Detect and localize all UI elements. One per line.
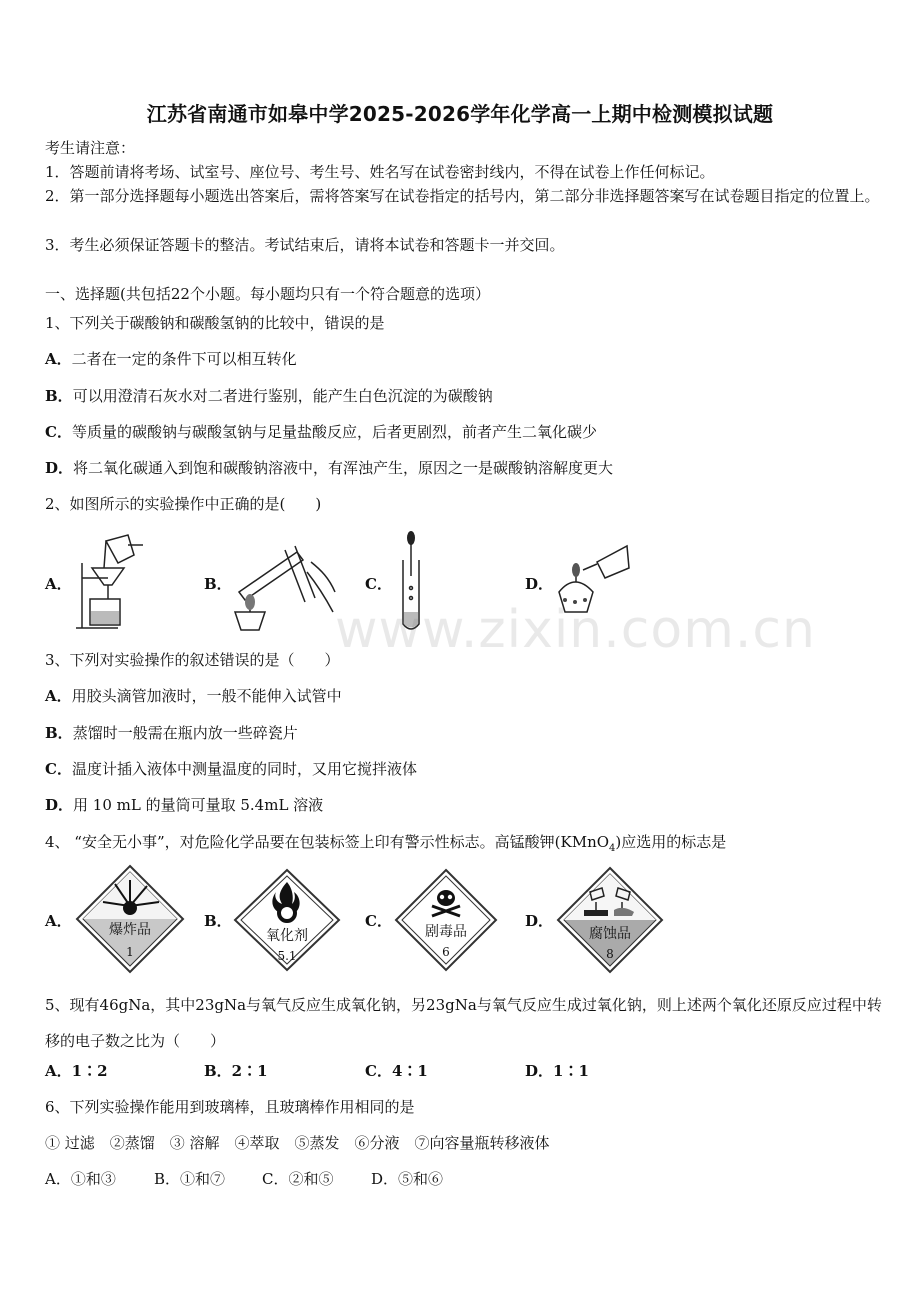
- q6-option-d: D．⑤和⑥: [371, 1170, 444, 1188]
- q3-option-c: [45, 759, 417, 779]
- q4-label-c: C．: [365, 912, 392, 930]
- q6-option-a: A．①和③: [45, 1170, 116, 1188]
- q1-stem: 1、下列关于碳酸钠和碳酸氢钠的比较中，错误的是: [45, 314, 385, 332]
- sign-label: 氧化剂: [266, 928, 308, 944]
- q4-stem: [45, 832, 726, 859]
- option-text: 可以用澄清石灰水对二者进行鉴别，能产生白色沉淀的为碳酸钠: [72, 387, 493, 405]
- q5-option-a: A．1∶2: [45, 1062, 108, 1080]
- q3-stem: 3、下列对实验操作的叙述错误的是（ ）: [45, 651, 340, 669]
- q4-label-d: D．: [525, 912, 554, 930]
- option-text: 温度计插入液体中测量温度的同时，又用它搅拌液体: [71, 760, 417, 778]
- sign-label: 腐蚀品: [589, 926, 631, 942]
- option-label: B．: [45, 387, 73, 405]
- option-label: D．: [45, 796, 74, 814]
- sign-number: 6: [442, 945, 450, 959]
- q1-option-c: [45, 422, 597, 442]
- notice-heading: 考生请注意：: [45, 139, 136, 157]
- q4-label-b: B．: [204, 912, 232, 930]
- q2-label-d: D．: [525, 575, 554, 593]
- hazard-sign-explosive: [75, 864, 185, 974]
- q4-stem-subscript: 4: [609, 843, 616, 854]
- q4-stem-text: 4、 “安全无小事”，对危险化学品要在包装标签上印有警示性标志。高锰酸钾(KMnO: [45, 833, 610, 851]
- option-label: C．: [45, 760, 72, 778]
- q2-label-a: A．: [45, 575, 72, 593]
- sign-number: 8: [606, 947, 614, 961]
- q5-option-c: C．4∶1: [365, 1062, 428, 1080]
- q6-option-b: B．①和⑦: [154, 1170, 226, 1188]
- q3-option-b: [45, 723, 298, 743]
- notice-item-1: 1．答题前请将考场、试室号、座位号、考生号、姓名写在试卷密封线内，不得在试卷上作任何标记。: [45, 163, 715, 181]
- q3-option-d: [45, 795, 323, 815]
- q4-label-a: A．: [45, 912, 72, 930]
- sign-label: 剧毒品: [425, 924, 467, 940]
- sign-number: 1: [126, 945, 134, 959]
- option-label: A．: [45, 687, 72, 705]
- notice-item-2: 2．第一部分选择题每小题选出答案后，需将答案写在试卷指定的括号内，第二部分非选择题答案写在试卷题目指定的位置上。: [45, 187, 880, 205]
- q3-option-a: [45, 686, 342, 706]
- q1-option-b: [45, 386, 493, 406]
- option-label: C．: [45, 423, 72, 441]
- option-text: 将二氧化碳通入到饱和碳酸钠溶液中，有浑浊产生，原因之一是碳酸钠溶解度更大: [73, 459, 614, 477]
- option-text: 用 10 mL 的量筒可量取 5.4mL 溶液: [73, 796, 324, 814]
- option-text: 等质量的碳酸钠与碳酸氢钠与足量盐酸反应，后者更剧烈，前者产生二氧化碳少: [71, 423, 597, 441]
- hazard-sign-oxidizer: [232, 868, 342, 972]
- option-label: B．: [45, 724, 73, 742]
- option-text: 用胶头滴管加液时，一般不能伸入试管中: [71, 687, 342, 705]
- q6-list: ① 过滤 ②蒸馏 ③ 溶解 ④萃取 ⑤蒸发 ⑥分液 ⑦向容量瓶转移液体: [45, 1134, 550, 1152]
- hazard-sign-toxic: [394, 868, 498, 972]
- q1-option-d: [45, 458, 613, 478]
- sign-label: 爆炸品: [109, 922, 151, 938]
- sign-number: 5.1: [277, 949, 297, 963]
- apparatus-b-heating-tube-image: [225, 542, 340, 634]
- q6-stem: 6、下列实验操作能用到玻璃棒，且玻璃棒作用相同的是: [45, 1098, 415, 1116]
- q2-label-b: B．: [204, 575, 232, 593]
- q5-stem: 5、现有46gNa，其中23gNa与氧气反应生成氧化钠，另23gNa与氧气反应生成过氧化钠，则上述两个氧化还原反应过程中转移的电子数之比为（ ）: [45, 996, 882, 1050]
- option-text: 二者在一定的条件下可以相互转化: [71, 350, 297, 368]
- q2-stem: 2、如图所示的实验操作中正确的是( ): [45, 495, 322, 513]
- notice-item-3: 3．考生必须保证答题卡的整洁。考试结束后，请将本试卷和答题卡一并交回。: [45, 236, 565, 254]
- option-label: A．: [45, 350, 72, 368]
- option-label: D．: [45, 459, 74, 477]
- q4-stem-tail: )应选用的标志是: [615, 833, 727, 851]
- section-heading: 一、选择题(共包括22个小题。每小题均只有一个符合题意的选项）: [45, 285, 490, 303]
- apparatus-a-filtration-image: [68, 533, 148, 633]
- q5-option-d: D．1∶1: [525, 1062, 589, 1080]
- hazard-sign-corrosive: [556, 866, 664, 974]
- q2-label-c: C．: [365, 575, 392, 593]
- q5-option-b: B．2∶1: [204, 1062, 268, 1080]
- option-text: 蒸馏时一般需在瓶内放一些碎瓷片: [72, 724, 298, 742]
- q1-option-a: [45, 349, 297, 369]
- q6-option-c: C．②和⑤: [262, 1170, 334, 1188]
- watermark: www.zixin.com.cn: [335, 600, 816, 660]
- page-title: 江苏省南通市如皋中学2025-2026学年化学高一上期中检测模拟试题: [146, 102, 774, 126]
